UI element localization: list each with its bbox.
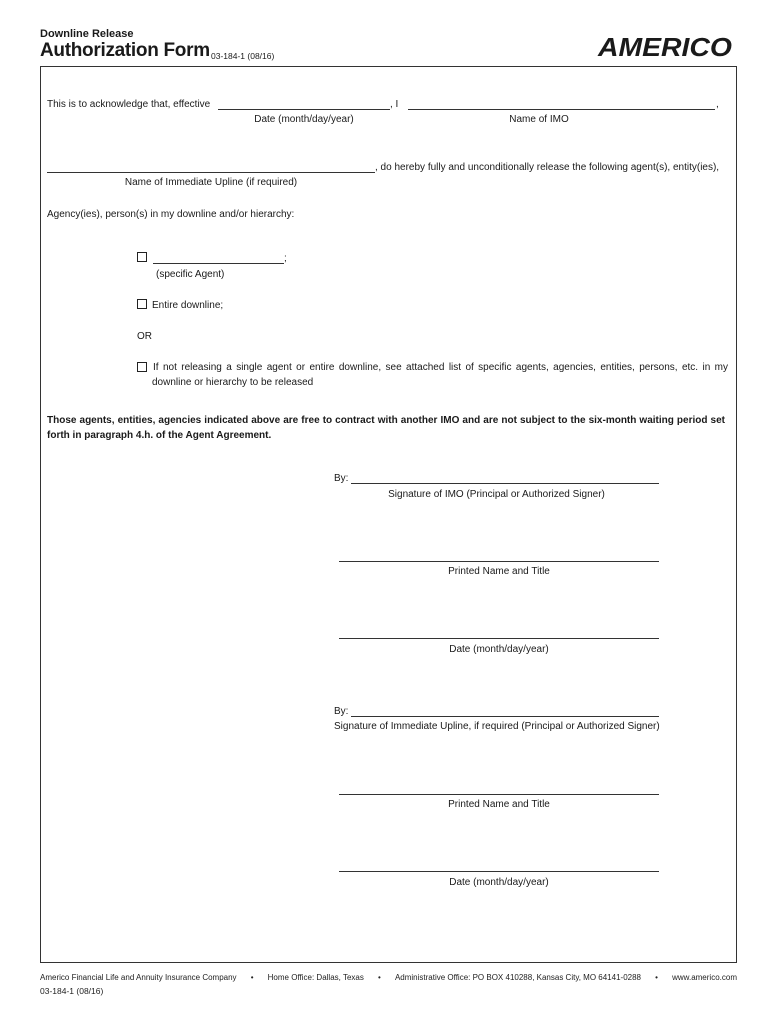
imo-printed-name-field[interactable] [339, 561, 659, 562]
form-subtitle: Downline Release [40, 28, 134, 40]
notice-line2: forth in paragraph 4.h. of the Agent Agreement. [47, 430, 272, 441]
upline-name-field[interactable] [47, 172, 375, 173]
effective-date-field[interactable] [218, 109, 390, 110]
imo-printed-name-caption: Printed Name and Title [448, 566, 550, 577]
acknowledge-text: This is to acknowledge that, effective [47, 99, 211, 110]
footer-bullet: • [377, 973, 381, 982]
upline-by-label: By: [334, 706, 349, 717]
upline-printed-name-field[interactable] [339, 794, 659, 795]
upline-signature-caption: Signature of Immediate Upline, if required (Principal or Authorized Signer) [334, 721, 660, 732]
entire-downline-label: Entire downline; [152, 300, 224, 311]
specific-agent-field[interactable] [153, 263, 284, 264]
specific-agent-caption: (specific Agent) [156, 269, 225, 280]
footer-bullet: • [250, 973, 254, 982]
release-text: , do hereby fully and unconditionally release the following agent(s), entity(ies), [375, 162, 720, 173]
footer-line [40, 973, 737, 982]
agency-text: Agency(ies), person(s) in my downline and/or hierarchy: [47, 209, 295, 220]
attached-list-line1: If not releasing a single agent or entire downline, see attached list of specific agents, agencies, entities, persons, etc. in my [153, 362, 728, 373]
form-number: 03-184-1 (08/16) [211, 51, 275, 61]
imo-date-caption: Date (month/day/year) [449, 644, 549, 655]
footer-bullet: • [655, 973, 658, 982]
imo-by-label: By: [334, 473, 349, 484]
specific-agent-suffix: ; [284, 253, 287, 264]
entire-downline-checkbox[interactable] [137, 299, 147, 309]
upline-date-caption: Date (month/day/year) [449, 877, 549, 888]
logo-text: AMERICO [596, 32, 732, 62]
upline-date-field[interactable] [339, 871, 659, 872]
upline-caption: Name of Immediate Upline (if required) [124, 177, 298, 188]
americo-logo [596, 30, 736, 62]
end-comma: , [716, 99, 719, 110]
footer-admin-office: Administrative Office: PO BOX 410288, Kansas City, MO 64141-0288 [394, 973, 641, 982]
footer-company: Americo Financial Life and Annuity Insurance Company [40, 973, 237, 982]
attached-list-line2: downline or hierarchy to be released [152, 377, 314, 388]
separator-text: , I [390, 99, 399, 110]
footer-form-number: 03-184-1 (08/16) [40, 986, 104, 996]
imo-date-field[interactable] [339, 638, 659, 639]
footer-website[interactable]: www.americo.com [672, 973, 737, 982]
imo-signature-caption: Signature of IMO (Principal or Authorized Signer) [388, 489, 605, 500]
page-title: Authorization Form [40, 40, 210, 61]
form-frame [40, 66, 737, 963]
imo-name-field[interactable] [408, 109, 715, 110]
or-text: OR [137, 331, 152, 342]
attached-list-checkbox[interactable] [137, 362, 147, 372]
imo-signature-field[interactable] [351, 483, 659, 484]
specific-agent-checkbox[interactable] [137, 252, 147, 262]
date-caption: Date (month/day/year) [254, 114, 354, 125]
notice-line1: Those agents, entities, agencies indicated above are free to contract with another IMO and are not subject to the six-month waiting period set [47, 415, 725, 426]
footer-home-office: Home Office: Dallas, Texas [267, 973, 364, 982]
upline-signature-field[interactable] [351, 716, 659, 717]
imo-caption: Name of IMO [509, 114, 569, 125]
upline-printed-name-caption: Printed Name and Title [448, 799, 550, 810]
